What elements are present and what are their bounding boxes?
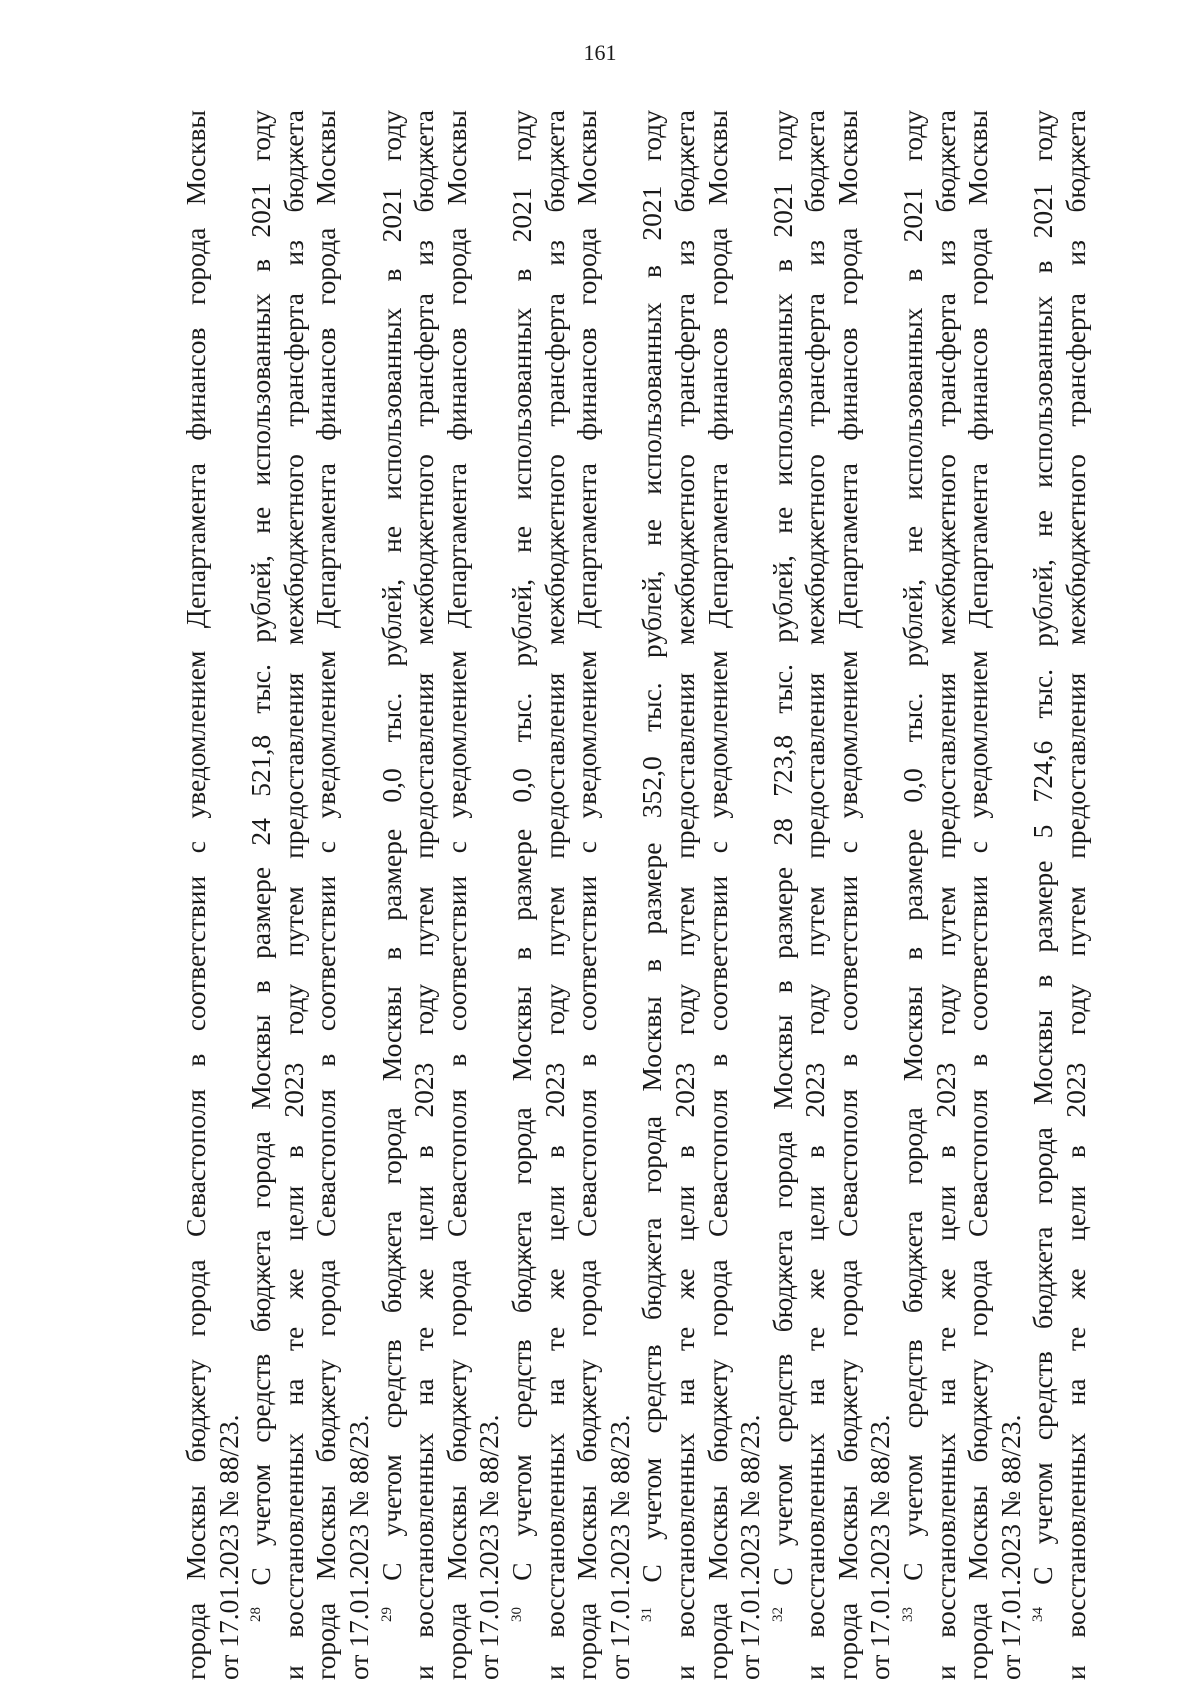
footnote-line	[506, 110, 539, 1680]
rotated-footnotes-block	[180, 110, 1093, 1680]
footnote-line	[213, 110, 246, 1680]
footnote-text: С учетом средств бюджета города Москвы в размере 0,0 тыс. рублей, не использованных в 2021 году	[375, 109, 407, 1581]
footnote-line	[408, 110, 441, 1680]
footnote-number: 31	[639, 1607, 656, 1622]
footnote-block	[636, 110, 766, 1680]
footnote-line	[995, 110, 1028, 1680]
footnote-line	[669, 110, 702, 1680]
footnote-number: 30	[508, 1607, 525, 1622]
footnote-line	[473, 110, 506, 1680]
footnote-text: от 17.01.2023 № 88/23.	[473, 1414, 505, 1680]
footnote-number: 28	[248, 1607, 265, 1622]
footnote-line	[1027, 110, 1060, 1680]
footnote-text: от 17.01.2023 № 88/23.	[994, 1414, 1026, 1680]
footnote-line	[864, 110, 897, 1680]
footnote-line	[571, 110, 604, 1680]
footnote-text: города Москвы бюджету города Севастополя в соответствии с уведомлением Департамента финансов города Москвы	[180, 110, 211, 1680]
footnote-line	[734, 110, 767, 1680]
footnote-text: от 17.01.2023 № 88/23.	[603, 1414, 635, 1680]
footnote-line	[930, 110, 963, 1680]
footnote-text: города Москвы бюджету города Севастополя в соответствии с уведомлением Департамента финансов города Москвы	[831, 110, 863, 1680]
footnote-block	[1027, 110, 1092, 1680]
footnote-line	[343, 110, 376, 1680]
footnote-line	[539, 110, 572, 1680]
footnote-text: и восстановленных на те же цели в 2023 году путем предоставления межбюджетного трансферта из бюджета	[408, 110, 440, 1680]
footnote-line	[832, 110, 865, 1680]
footnote-line	[962, 110, 995, 1680]
footnote-number: 32	[769, 1607, 786, 1622]
footnote-number: 34	[1030, 1607, 1047, 1622]
footnote-line	[799, 110, 832, 1680]
footnote-text: и восстановленных на те же цели в 2023 году путем предоставления межбюджетного трансферта из бюджета	[538, 110, 570, 1680]
footnote-text: С учетом средств бюджета города Москвы в размере 0,0 тыс. рублей, не использованных в 2021 году	[897, 109, 929, 1581]
footnote-text: города Москвы бюджету города Севастополя в соответствии с уведомлением Департамента финансов города Москвы	[571, 110, 603, 1680]
footnote-text: города Москвы бюджету города Севастополя в соответствии с уведомлением Департамента финансов города Москвы	[701, 110, 733, 1680]
footnote-number: 33	[899, 1607, 916, 1622]
footnote-line	[767, 110, 800, 1680]
footnote-text: С учетом средств бюджета города Москвы в размере 28 723,8 тыс. рублей, не использованных в 2021 году	[766, 109, 798, 1586]
footnote-text: от 17.01.2023 № 88/23.	[212, 1414, 244, 1680]
footnote-block	[245, 110, 375, 1680]
footnote-line	[245, 110, 278, 1680]
footnote-text: и восстановленных на те же цели в 2023 году путем предоставления межбюджетного трансферта из бюджета	[799, 110, 831, 1680]
footnote-text: города Москвы бюджету города Севастополя в соответствии с уведомлением Департамента финансов города Москвы	[962, 110, 994, 1680]
footnote-line	[702, 110, 735, 1680]
footnote-line	[376, 110, 409, 1680]
footnote-block	[376, 110, 506, 1680]
footnote-text: города Москвы бюджету города Севастополя в соответствии с уведомлением Департамента финансов города Москвы	[310, 110, 342, 1680]
footnote-text: и восстановленных на те же цели в 2023 году путем предоставления межбюджетного трансферта из бюджета	[1060, 110, 1092, 1680]
footnote-line	[278, 110, 311, 1680]
footnote-line	[636, 110, 669, 1680]
footnote-text: С учетом средств бюджета города Москвы в размере 0,0 тыс. рублей, не использованных в 2021 году	[505, 109, 537, 1581]
footnote-text: от 17.01.2023 № 88/23.	[864, 1414, 896, 1680]
footnote-block	[506, 110, 636, 1680]
footnote-block	[180, 110, 245, 1680]
footnote-text: и восстановленных на те же цели в 2023 году путем предоставления межбюджетного трансферта из бюджета	[277, 110, 309, 1680]
footnote-number: 29	[378, 1607, 395, 1622]
footnote-line	[604, 110, 637, 1680]
page-number: 161	[583, 40, 617, 65]
footnote-line	[441, 110, 474, 1680]
footnote-line	[180, 110, 213, 1680]
footnote-text: от 17.01.2023 № 88/23.	[342, 1414, 374, 1680]
footnote-text: С учетом средств бюджета города Москвы в размере 352,0 тыс. рублей, не использованных в 2021 году	[636, 109, 668, 1583]
footnote-block	[767, 110, 897, 1680]
footnote-text: и восстановленных на те же цели в 2023 году путем предоставления межбюджетного трансферта из бюджета	[929, 110, 961, 1680]
footnote-block	[897, 110, 1027, 1680]
footnote-text: С учетом средств бюджета города Москвы в размере 24 521,8 тыс. рублей, не использованных в 2021 году	[245, 109, 277, 1586]
footnote-line	[1060, 110, 1093, 1680]
footnote-text: С учетом средств бюджета города Москвы в размере 5 724,6 тыс. рублей, не использованных в 2021 году	[1027, 110, 1059, 1585]
footnote-text: от 17.01.2023 № 88/23.	[734, 1414, 766, 1680]
footnote-line	[310, 110, 343, 1680]
footnote-text: и восстановленных на те же цели в 2023 году путем предоставления межбюджетного трансферта из бюджета	[668, 110, 700, 1680]
footnote-text: города Москвы бюджету города Севастополя в соответствии с уведомлением Департамента финансов города Москвы	[440, 110, 472, 1680]
footnote-line	[897, 110, 930, 1680]
